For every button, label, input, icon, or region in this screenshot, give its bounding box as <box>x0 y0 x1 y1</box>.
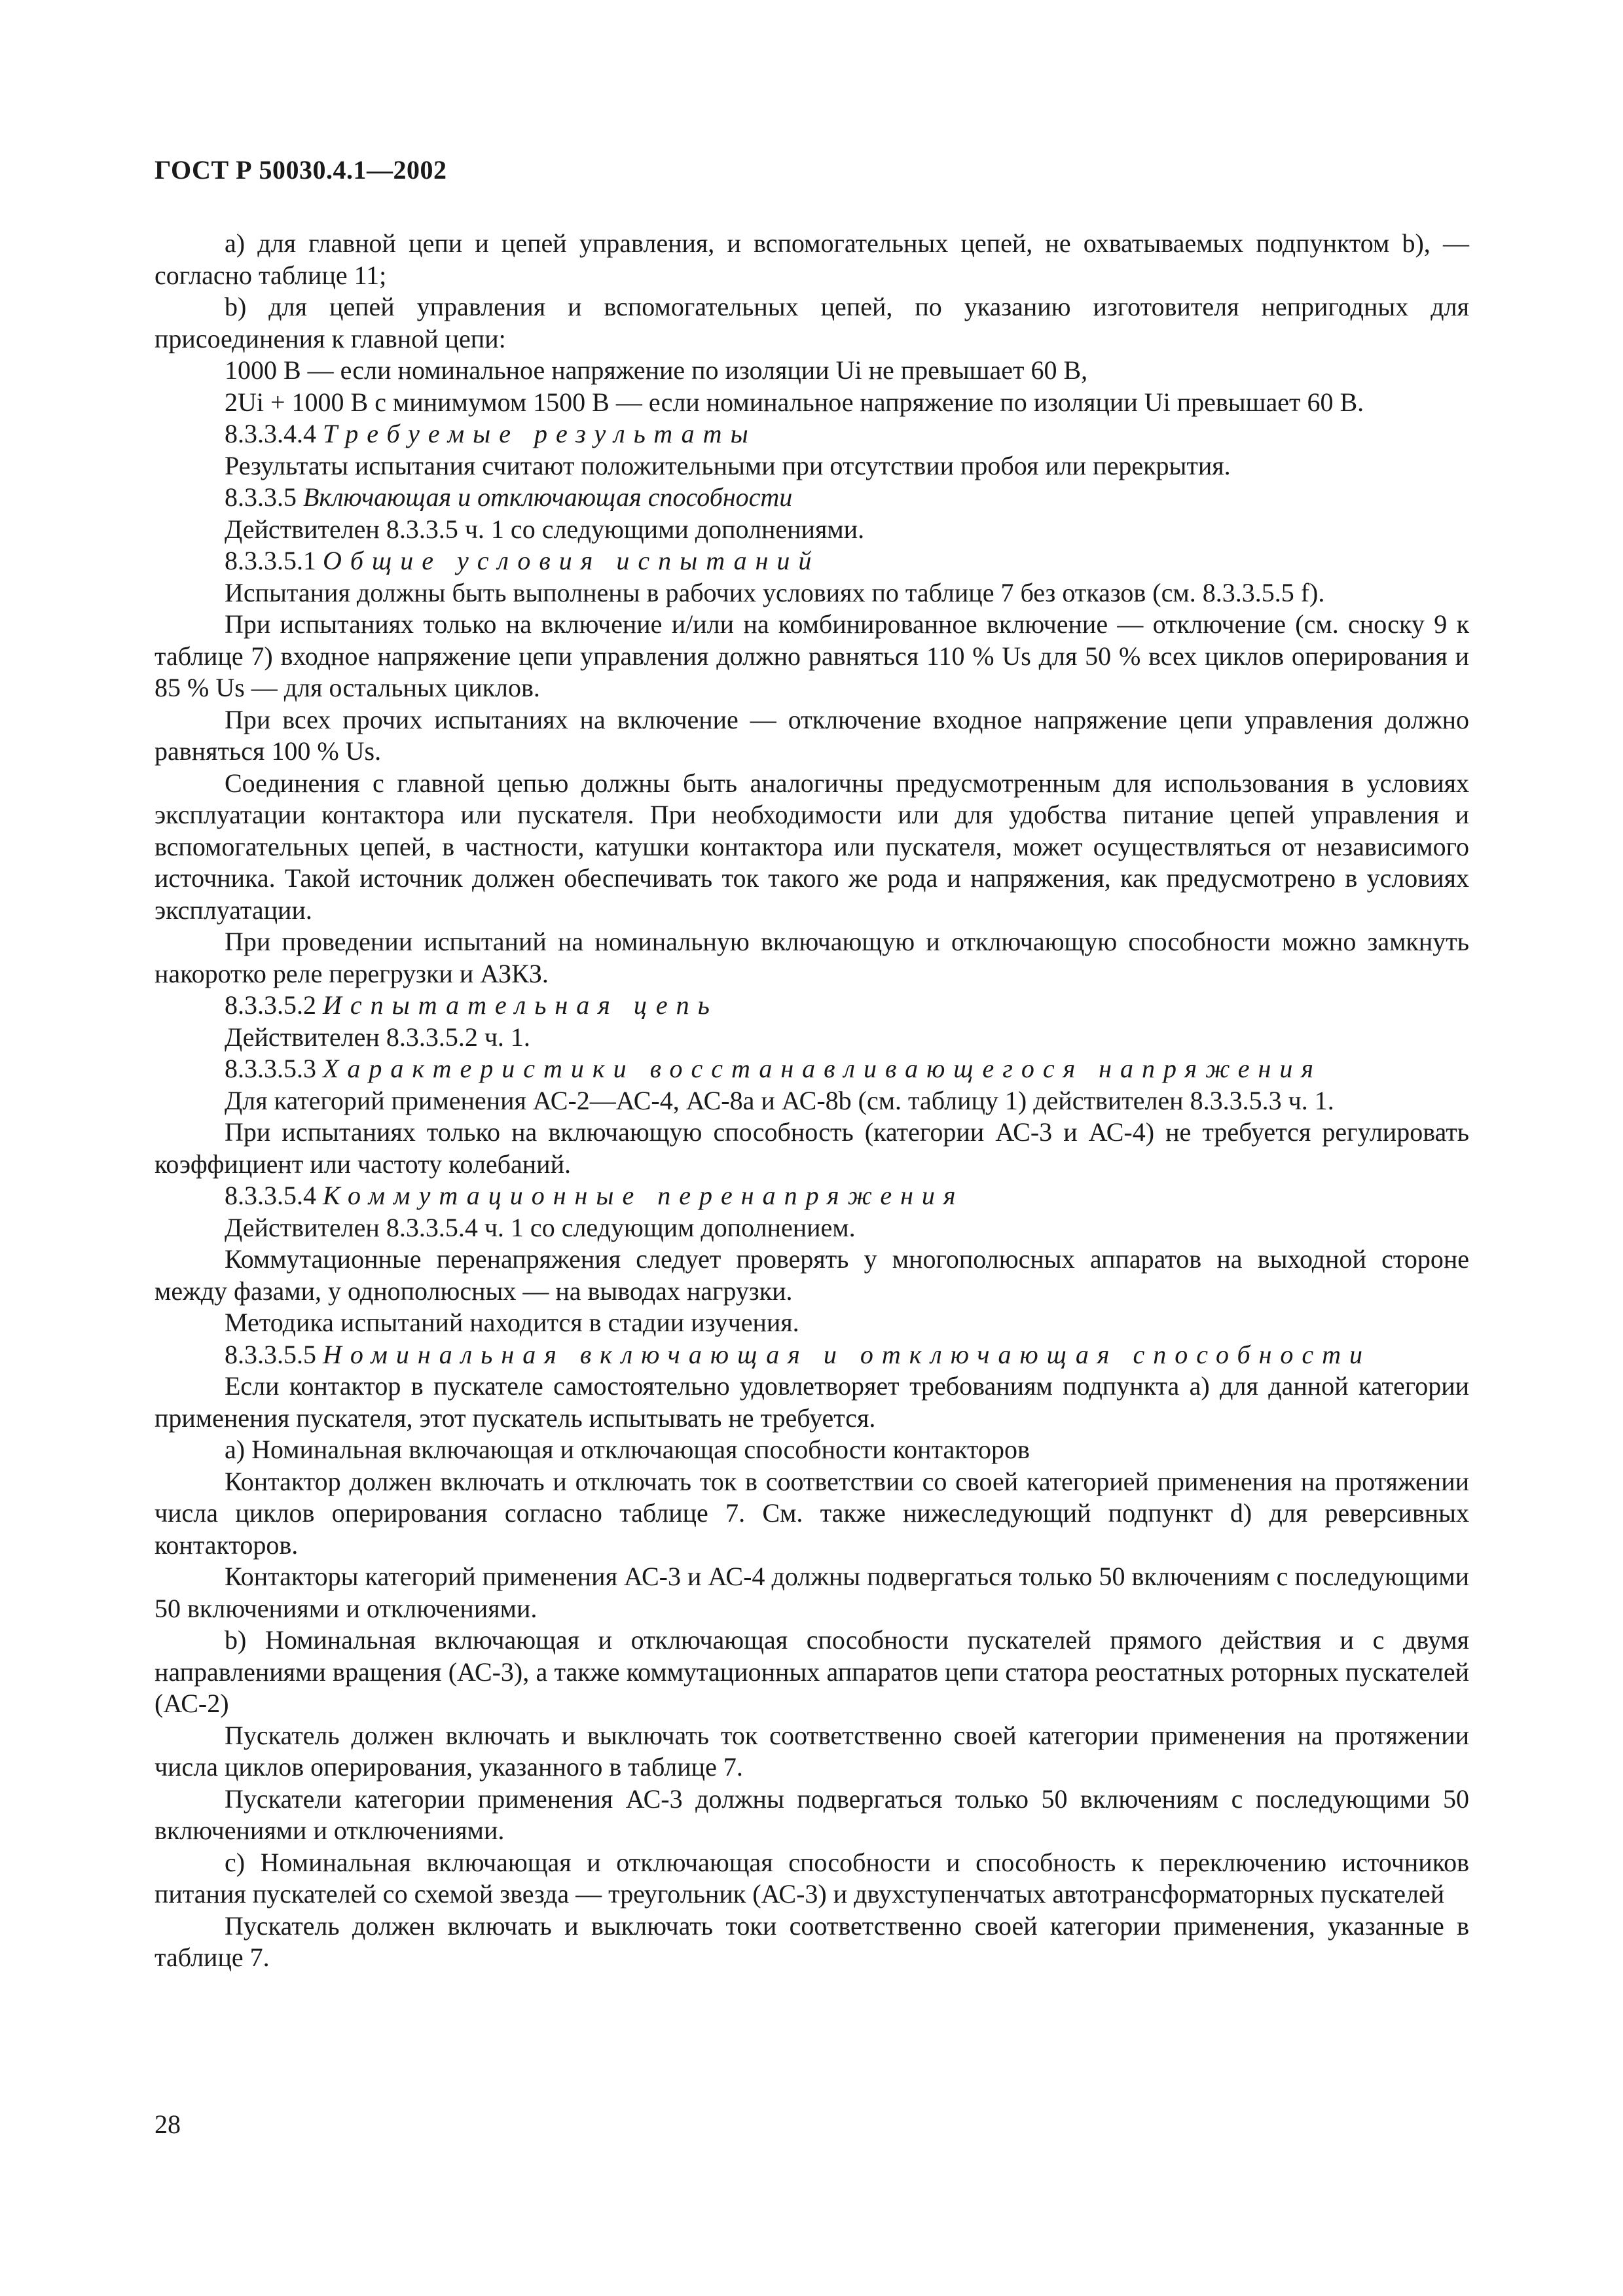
section-title: Требуемые результаты <box>323 419 757 448</box>
paragraph: Испытания должны быть выполнены в рабочих условиях по таблице 7 без отказов (см. 8.3.3.5.5 f). <box>225 577 1325 607</box>
section-heading <box>155 418 1469 450</box>
section-number: 8.3.3.5.5 <box>225 1339 316 1369</box>
section-title: Включающая и отключающая способности <box>303 482 793 512</box>
paragraph: При проведении испытаний на номинальную включающую и отключающую способности можно замкнуть накоротко реле перегрузки и АЗКЗ. <box>155 927 1469 988</box>
paragraph: Если контактор в пускателе самостоятельно удовлетворяет требованиям подпункта а) для данной категории применения пускателя, этот пускатель испытывать не требуется. <box>155 1371 1469 1433</box>
paragraph: 1000 В — если номинальное напряжение по изоляции Ui не превышает 60 В, <box>225 355 1088 385</box>
paragraph: Действителен 8.3.3.5.2 ч. 1. <box>225 1022 530 1052</box>
section-number: 8.3.3.4.4 <box>225 419 316 448</box>
section-number: 8.3.3.5.3 <box>225 1054 316 1083</box>
section-title: Испытательная цепь <box>323 990 718 1020</box>
paragraph: Методика испытаний находится в стадии изучения. <box>225 1308 799 1337</box>
paragraph: Пускатель должен включать и выключать токи соответственно своей категории применения, указанные в таблице 7. <box>155 1910 1469 1972</box>
paragraph: с) Номинальная включающая и отключающая способности и способность к переключению источников питания пускателей со схемой звезда — треугольник (АС-3) и двухступенчатых автотрансформаторных пускателей <box>155 1847 1469 1909</box>
paragraph: b) Номинальная включающая и отключающая способности пускателей прямого действия и с двумя направлениями вращения (АС-3), а также коммутационных аппаратов цепи статора реостатных роторных пускателей (АС-2) <box>155 1625 1469 1718</box>
paragraph: b) для цепей управления и вспомогательных цепей, по указанию изготовителя непригодных для присоединения к главной цепи: <box>155 292 1469 353</box>
paragraph: Действителен 8.3.3.5 ч. 1 со следующими дополнениями. <box>225 514 865 544</box>
paragraph: При испытаниях только на включающую способность (категории АС-3 и АС-4) не требуется регулировать коэффициент или частоту колебаний. <box>155 1117 1469 1179</box>
paragraph: 2Ui + 1000 В с минимумом 1500 В — если номинальное напряжение по изоляции Ui превышает 60 В. <box>225 387 1364 417</box>
section-heading <box>155 545 1469 577</box>
section-heading <box>155 1053 1469 1085</box>
section-heading <box>155 1180 1469 1212</box>
section-title: Характеристики восстанавливающегося напряжения <box>323 1054 1322 1083</box>
paragraph: Пускатели категории применения АС-3 должны подвергаться только 50 включениям с последующими 50 включениями и отключениями. <box>155 1784 1469 1845</box>
section-title: Номинальная включающая и отключающая способности <box>323 1339 1372 1369</box>
section-heading <box>155 990 1469 1022</box>
paragraph: При испытаниях только на включение и/или на комбинированное включение — отключение (см. сноску 9 к таблице 7) входное напряжение цепи управления должно равняться 110 % Us для 50 % всех циклов оперирования и 85 % Us — для остальных циклов. <box>155 609 1469 702</box>
paragraph: Коммутационные перенапряжения следует проверять у многополюсных аппаратов на выходной стороне между фазами, у однополюсных — на выводах нагрузки. <box>155 1244 1469 1306</box>
section-number: 8.3.3.5.1 <box>225 546 316 575</box>
paragraph: Пускатель должен включать и выключать ток соответственно своей категории применения на протяжении числа циклов оперирования, указанного в таблице 7. <box>155 1720 1469 1782</box>
document-header: ГОСТ Р 50030.4.1—2002 <box>155 155 447 185</box>
paragraph: Контактор должен включать и отключать ток в соответствии со своей категорией применения на протяжении числа циклов оперирования согласно таблице 7. См. также нижеследующий подпункт d) для реверсивных контакторов. <box>155 1466 1469 1560</box>
section-heading <box>155 1339 1469 1371</box>
paragraph: Соединения с главной цепью должны быть аналогичны предусмотренным для использования в условиях эксплуатации контактора или пускателя. При необходимости или для удобства питание цепей управления и вспомогательных цепей, в частности, катушки контактора или пускателя, может осуществляться от независимого источника. Такой источник должен обеспечивать ток такого же рода и напряжения, как предусмотрено в условиях эксплуатации. <box>155 768 1469 925</box>
paragraph: При всех прочих испытаниях на включение — отключение входное напряжение цепи управления должно равняться 100 % Us. <box>155 704 1469 766</box>
section-number: 8.3.3.5.4 <box>225 1181 316 1210</box>
document-body <box>155 228 1469 1974</box>
section-title: Общие условия испытаний <box>323 546 820 575</box>
section-number: 8.3.3.5 <box>225 482 297 512</box>
section-number: 8.3.3.5.2 <box>225 990 316 1020</box>
paragraph: Действителен 8.3.3.5.4 ч. 1 со следующим дополнением. <box>225 1212 856 1242</box>
paragraph: Результаты испытания считают положительными при отсутствии пробоя или перекрытия. <box>225 450 1231 480</box>
section-title: Коммутационные перенапряжения <box>323 1181 964 1210</box>
page-number: 28 <box>155 2109 181 2139</box>
section-heading <box>155 482 1469 514</box>
paragraph: Контакторы категорий применения АС-3 и АС-4 должны подвергаться только 50 включениям с последующими 50 включениями и отключениями. <box>155 1562 1469 1623</box>
paragraph: Для категорий применения АС-2—АС-4, АС-8а и АС-8b (см. таблицу 1) действителен 8.3.3.5.3 ч. 1. <box>225 1085 1334 1115</box>
paragraph: a) для главной цепи и цепей управления, и вспомогательных цепей, не охватываемых подпунктом b), — согласно таблице 11; <box>155 228 1469 290</box>
paragraph: а) Номинальная включающая и отключающая способности контакторов <box>225 1435 1030 1464</box>
